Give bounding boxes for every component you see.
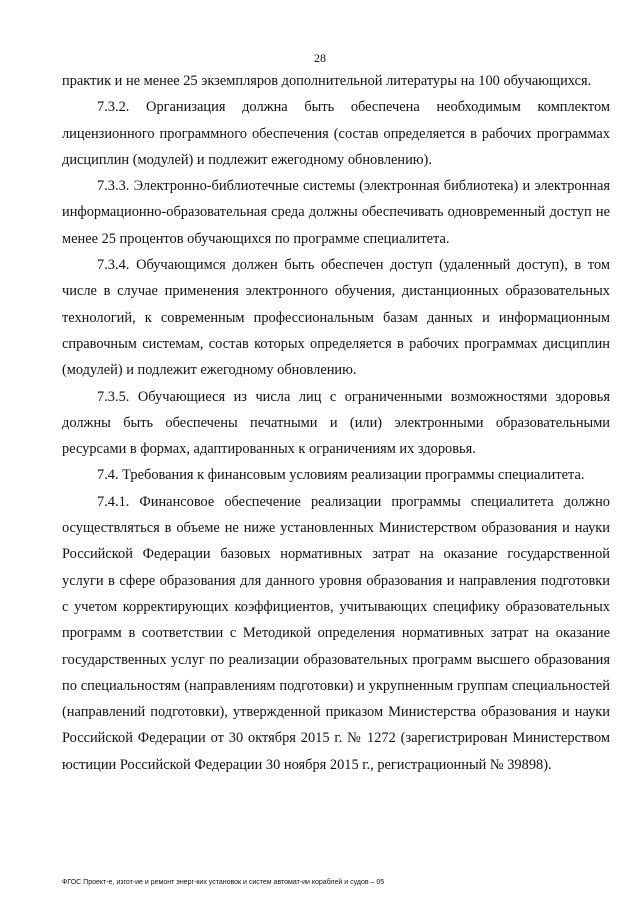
- page-number: 28: [314, 51, 326, 65]
- paragraph-7-3-4: 7.3.4. Обучающимся должен быть обеспечен доступ (удаленный доступ), в том числе в случае применения электронного обучения, дистанционных образовательных технологий, к современным профессиональным базам данных и информационным справочным системам, состав которых определяется в рабочих программах дисциплин (модулей) и подлежит ежегодному обновлению.: [62, 257, 610, 379]
- paragraph-7-4: 7.4. Требования к финансовым условиям реализации программы специалитета.: [97, 467, 585, 484]
- paragraph-7-4-1: 7.4.1. Финансовое обеспечение реализации программы специалитета должно осуществляться в объеме не ниже установленных Министерством образования и науки Российской Федерации базовых нормативных затрат на оказание государственной услуги в сфере образования для данного уровня образования и направления подготовки с учетом корректирующих коэффициентов, учитывающих специфику образовательных программ в соответствии с Методикой определения нормативных затрат на оказание государственных услуг по реализации образовательных программ высшего образования по специальностям (направлениям подготовки) и укрупненным группам специальностей (направлений подготовки), утвержденной приказом Министерства образования и науки Российской Федерации от 30 октября 2015 г. № 1272 (зарегистрирован Министерством юстиции Российской Федерации 30 ноября 2015 г., регистрационный № 39898).: [62, 493, 610, 773]
- paragraph-continuation: практик и не менее 25 экземпляров дополнительной литературы на 100 обучающихся.: [62, 73, 592, 89]
- page-footer: ФГОС Проект-е, изгот-ие и ремонт энерг-ких установок и систем автомат-ии кораблей и судов – 05: [62, 879, 385, 886]
- document-body: [62, 68, 610, 778]
- paragraph-7-3-3: 7.3.3. Электронно-библиотечные системы (электронная библиотека) и электронная информационно-образовательная среда должны обеспечивать одновременный доступ не менее 25 процентов обучающихся по программе специалитета.: [62, 178, 610, 247]
- paragraph-7-3-5: 7.3.5. Обучающиеся из числа лиц с ограниченными возможностями здоровья должны быть обеспечены печатными и (или) электронными образовательными ресурсами в формах, адаптированных к ограничениям их здоровья.: [62, 388, 610, 458]
- paragraph-7-3-2: 7.3.2. Организация должна быть обеспечена необходимым комплектом лицензионного программного обеспечения (состав определяется в рабочих программах дисциплин (модулей) и подлежит ежегодному обновлению).: [62, 99, 610, 168]
